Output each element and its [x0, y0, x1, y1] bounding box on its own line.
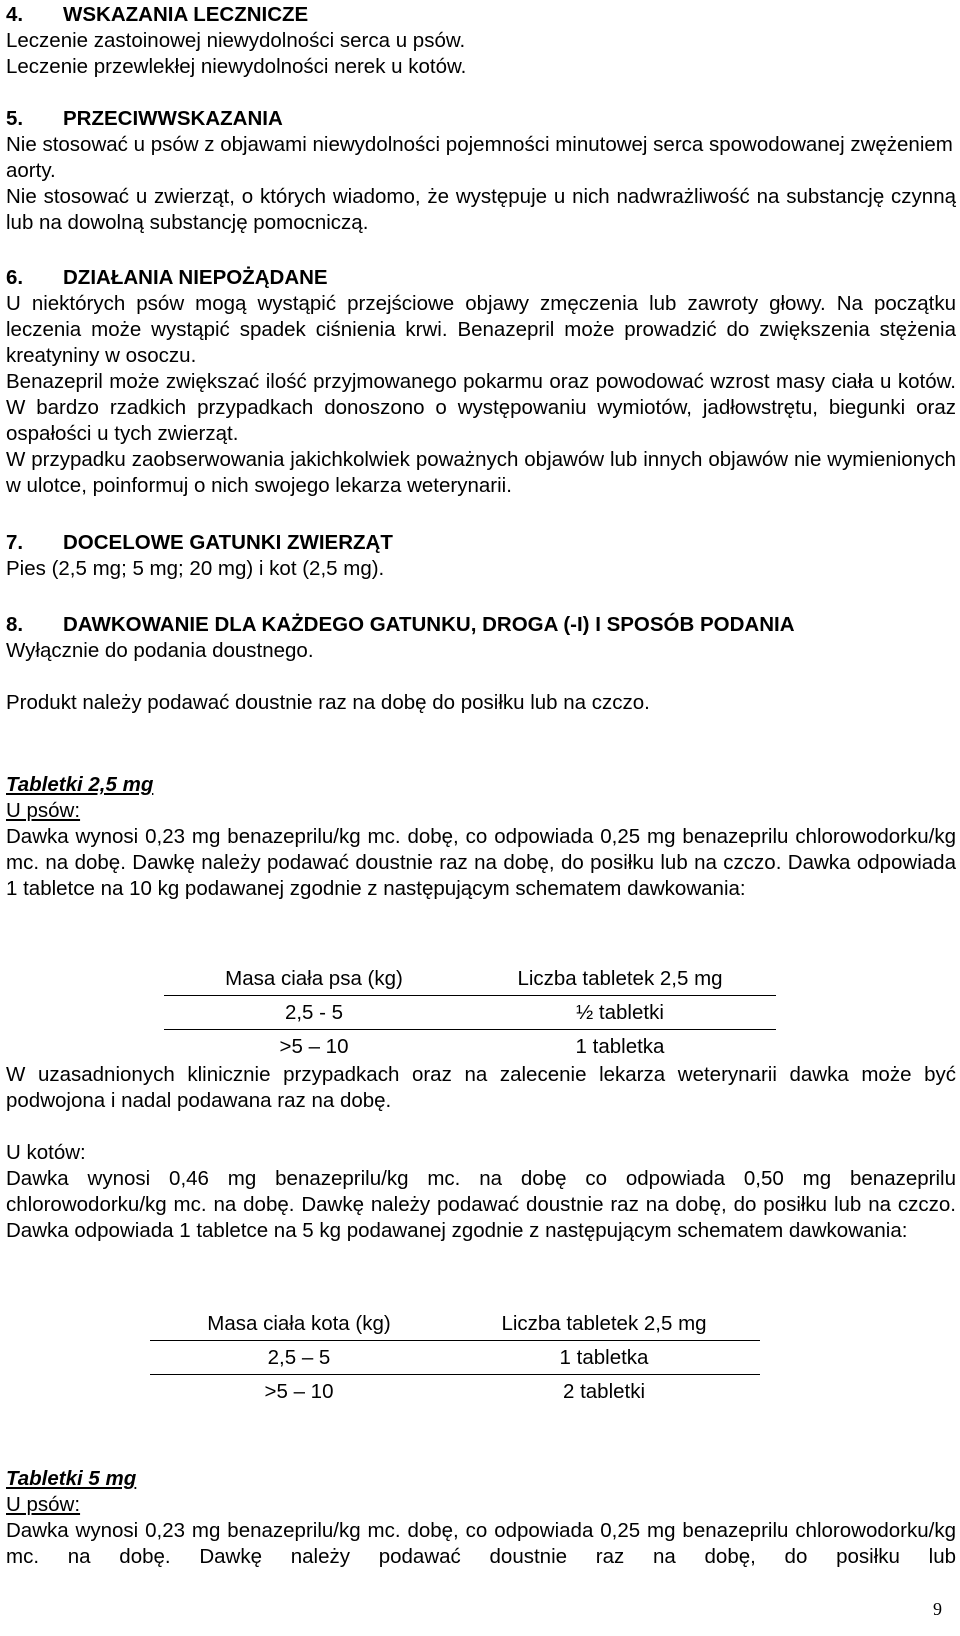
section-4-heading: 4. WSKAZANIA LECZNICZE [6, 3, 309, 26]
table-row [150, 1341, 760, 1375]
cats-dosage-text: Dawka wynosi 0,46 mg benazeprilu/kg mc. na dobę co odpowiada 0,50 mg benazeprilu chlorowodorku/kg mc. na dobę. Dawkę należy podawać doustnie raz na dobę, do posiłku lub na czczo. Dawka odpowiada 1 tabletce na 5 kg podawanej zgodnie z następującym schematem dawkowania: [6, 1167, 956, 1242]
cats-label: U kotów: [6, 1141, 86, 1164]
section-5-paragraph-1: Nie stosować u psów z objawami niewydolności pojemności minutowej serca spowodowanej zwężeniem aorty. [6, 133, 953, 182]
section-8-line-2: Produkt należy podawać doustnie raz na dobę do posiłku lub na czczo. [6, 691, 650, 714]
table-header-cell: Liczba tabletek 2,5 mg [464, 962, 776, 996]
dogs-dosage-text: Dawka wynosi 0,23 mg benazeprilu/kg mc. dobę, co odpowiada 0,25 mg benazeprilu chlorowodorku/kg mc. na dobę. Dawkę należy podawać doustnie raz na dobę, do posiłku lub na czczo. Dawka odpowiada 1 tabletce na 10 kg podawanej zgodnie z następującym schematem dawkowania: [6, 825, 956, 900]
dogs-label-5mg: U psów: [6, 1493, 81, 1516]
dogs-dosage-text-5mg: Dawka wynosi 0,23 mg benazeprilu/kg mc. dobę, co odpowiada 0,25 mg benazeprilu chlorowodorku/kg mc. na dobę. Dawkę należy podawać doustnie raz na dobę, do posiłku lub [6, 1519, 956, 1568]
section-6-paragraph-1: U niektórych psów mogą wystąpić przejściowe objawy zmęczenia lub zawroty głowy. Na początku leczenia może wystąpić spadek ciśnienia krwi. Benazepril może prowadzić do zwiększenia stężenia kreatyniny w osoczu. [6, 292, 956, 367]
table-cell: 1 tabletka [448, 1341, 760, 1375]
table-cell: >5 – 10 [279, 1034, 349, 1058]
table-row [164, 1030, 776, 1064]
section-6-heading: 6. DZIAŁANIA NIEPOŻĄDANE [6, 266, 328, 289]
section-5 [6, 106, 956, 236]
table-cell: 2,5 – 5 [150, 1341, 448, 1375]
section-8-line-1: Wyłącznie do podania doustnego. [6, 639, 314, 662]
table-cell: 2 tabletki [562, 1379, 646, 1403]
dogs-label: U psów: [6, 799, 81, 822]
section-6-paragraph-3: W przypadku zaobserwowania jakichkolwiek poważnych objawów lub innych objawów nie wymienionych w ulotce, poinformuj o nich swojego lekarza weterynarii. [6, 448, 956, 497]
table-header-row [164, 962, 776, 996]
table-row [150, 1375, 760, 1409]
section-4-line-2: Leczenie przewlekłej niewydolności nerek u kotów. [6, 55, 467, 78]
tablets-5-mg [6, 1466, 956, 1570]
table-cell: >5 – 10 [264, 1379, 334, 1403]
dog-dosage-table [164, 962, 776, 1063]
section-6 [6, 265, 956, 499]
tablets-2-5-heading: Tabletki 2,5 mg [6, 773, 154, 796]
section-7 [6, 530, 956, 582]
cat-dosage-table [150, 1307, 760, 1408]
section-6-paragraph-2: Benazepril może zwiększać ilość przyjmowanego pokarmu oraz powodować wzrost masy ciała u kotów. W bardzo rzadkich przypadkach donoszono o występowaniu wymiotów, jadłowstrętu, biegunki oraz ospałości u tych zwierząt. [6, 370, 956, 445]
section-4 [6, 2, 956, 80]
section-7-heading: 7. DOCELOWE GATUNKI ZWIERZĄT [6, 531, 393, 554]
table-header-cell: Masa ciała kota (kg) [150, 1307, 448, 1341]
tablets-5-heading: Tabletki 5 mg [6, 1467, 137, 1490]
table-header-cell: Liczba tabletek 2,5 mg [448, 1307, 760, 1341]
page-number: 9 [933, 1599, 942, 1619]
section-4-line-1: Leczenie zastoinowej niewydolności serca u psów. [6, 29, 466, 52]
table-header-row [150, 1307, 760, 1341]
dogs-after-text: W uzasadnionych klinicznie przypadkach oraz na zalecenie lekarza weterynarii dawka może być podwojona i nadal podawana raz na dobę. [6, 1063, 956, 1112]
cats-section [6, 1140, 956, 1244]
table-cell: 1 tabletka [575, 1034, 665, 1058]
section-7-line: Pies (2,5 mg; 5 mg; 20 mg) i kot (2,5 mg). [6, 557, 385, 580]
table-cell: ½ tabletki [464, 996, 776, 1030]
section-5-heading: 5. PRZECIWWSKAZANIA [6, 107, 283, 130]
section-8-heading: 8. DAWKOWANIE DLA KAŻDEGO GATUNKU, DROGA (-I) I SPOSÓB PODANIA [6, 613, 795, 636]
section-5-paragraph-2: Nie stosować u zwierząt, o których wiadomo, że występuje u nich nadwrażliwość na substancję czynną lub na dowolną substancję pomocniczą. [6, 185, 956, 234]
section-8 [6, 612, 956, 716]
table-row [164, 996, 776, 1030]
dogs-after-table [6, 1062, 956, 1114]
table-cell: 2,5 - 5 [164, 996, 464, 1030]
tablets-2-5-mg [6, 772, 956, 902]
table-header-cell: Masa ciała psa (kg) [164, 962, 464, 996]
